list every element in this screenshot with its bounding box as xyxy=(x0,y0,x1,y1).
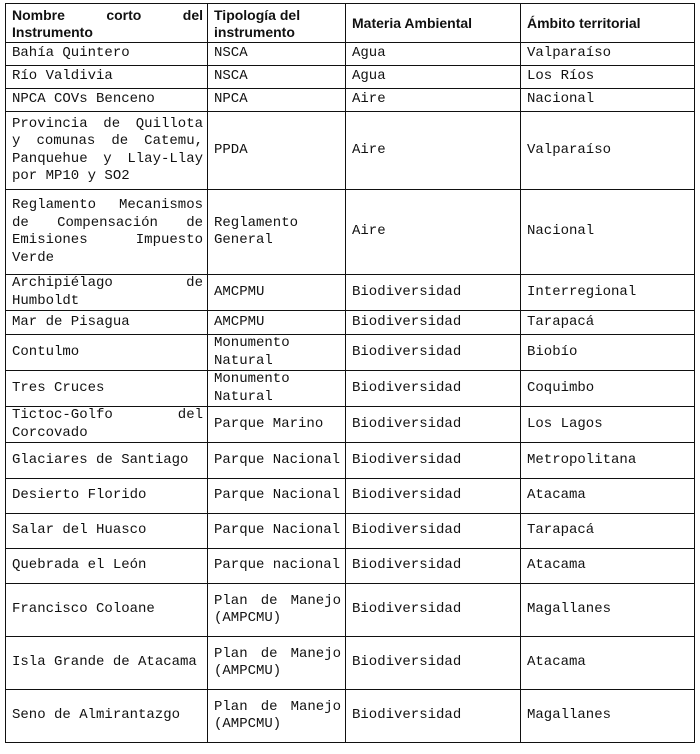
cell-nombre: Seno de Almirantazgo xyxy=(6,690,208,743)
cell-nombre: Río Valdivia xyxy=(6,66,208,89)
cell-nombre: Bahía Quintero xyxy=(6,43,208,66)
cell-ambito: Biobío xyxy=(521,335,695,371)
cell-nombre: Reglamento Mecanismos de Compensación de Emisiones Impuesto Verde xyxy=(6,190,208,275)
cell-ambito: Los Ríos xyxy=(521,66,695,89)
table-row xyxy=(6,275,695,311)
cell-materia: Biodiversidad xyxy=(346,549,521,584)
cell-tipologia: Parque Nacional xyxy=(208,514,346,549)
cell-ambito: Magallanes xyxy=(521,584,695,637)
cell-materia: Biodiversidad xyxy=(346,335,521,371)
cell-materia: Biodiversidad xyxy=(346,371,521,407)
cell-ambito: Atacama xyxy=(521,549,695,584)
cell-materia: Biodiversidad xyxy=(346,637,521,690)
cell-ambito: Magallanes xyxy=(521,690,695,743)
cell-materia: Biodiversidad xyxy=(346,514,521,549)
header-tipologia: Tipología del instrumento xyxy=(208,4,346,43)
cell-materia: Biodiversidad xyxy=(346,479,521,514)
table-row xyxy=(6,690,695,743)
cell-materia: Aire xyxy=(346,190,521,275)
cell-ambito: Atacama xyxy=(521,637,695,690)
cell-materia: Biodiversidad xyxy=(346,407,521,443)
table-row xyxy=(6,66,695,89)
cell-nombre: Desierto Florido xyxy=(6,479,208,514)
cell-materia: Aire xyxy=(346,112,521,190)
cell-tipologia: AMCPMU xyxy=(208,275,346,311)
table-row xyxy=(6,637,695,690)
header-nombre: Nombre corto del Instrumento xyxy=(6,4,208,43)
cell-tipologia: NPCA xyxy=(208,89,346,112)
cell-tipologia: Parque Nacional xyxy=(208,443,346,479)
table-row xyxy=(6,407,695,443)
cell-nombre: Archipiélago de Humboldt xyxy=(6,275,208,311)
cell-tipologia: Reglamento General xyxy=(208,190,346,275)
cell-materia: Aire xyxy=(346,89,521,112)
cell-tipologia: NSCA xyxy=(208,43,346,66)
cell-nombre: Tres Cruces xyxy=(6,371,208,407)
cell-tipologia: PPDA xyxy=(208,112,346,190)
cell-ambito: Los Lagos xyxy=(521,407,695,443)
cell-nombre: NPCA COVs Benceno xyxy=(6,89,208,112)
cell-tipologia: Monumento Natural xyxy=(208,335,346,371)
header-materia: Materia Ambiental xyxy=(346,4,521,43)
cell-materia: Biodiversidad xyxy=(346,311,521,335)
cell-nombre: Mar de Pisagua xyxy=(6,311,208,335)
cell-nombre: Provincia de Quillota y comunas de Catemu, Panquehue y Llay-Llay por MP10 y SO2 xyxy=(6,112,208,190)
cell-ambito: Nacional xyxy=(521,89,695,112)
cell-tipologia: Plan de Manejo (AMPCMU) xyxy=(208,637,346,690)
table-row xyxy=(6,190,695,275)
cell-ambito: Metropolitana xyxy=(521,443,695,479)
cell-tipologia: Plan de Manejo (AMPCMU) xyxy=(208,690,346,743)
table-row xyxy=(6,479,695,514)
header-ambito: Ámbito territorial xyxy=(521,4,695,43)
cell-materia: Agua xyxy=(346,43,521,66)
cell-tipologia: Plan de Manejo (AMPCMU) xyxy=(208,584,346,637)
cell-tipologia: Parque nacional xyxy=(208,549,346,584)
table-row xyxy=(6,584,695,637)
cell-nombre: Salar del Huasco xyxy=(6,514,208,549)
cell-tipologia: Monumento Natural xyxy=(208,371,346,407)
cell-tipologia: Parque Nacional xyxy=(208,479,346,514)
cell-materia: Biodiversidad xyxy=(346,690,521,743)
table-row xyxy=(6,311,695,335)
cell-ambito: Interregional xyxy=(521,275,695,311)
cell-tipologia: AMCPMU xyxy=(208,311,346,335)
cell-materia: Agua xyxy=(346,66,521,89)
cell-ambito: Nacional xyxy=(521,190,695,275)
cell-tipologia: NSCA xyxy=(208,66,346,89)
table-row xyxy=(6,371,695,407)
cell-ambito: Tarapacá xyxy=(521,311,695,335)
instruments-table xyxy=(5,3,695,743)
cell-nombre: Tictoc-Golfo del Corcovado xyxy=(6,407,208,443)
cell-ambito: Coquimbo xyxy=(521,371,695,407)
cell-tipologia: Parque Marino xyxy=(208,407,346,443)
table-row xyxy=(6,89,695,112)
table-row xyxy=(6,112,695,190)
cell-nombre: Glaciares de Santiago xyxy=(6,443,208,479)
cell-nombre: Isla Grande de Atacama xyxy=(6,637,208,690)
cell-ambito: Valparaíso xyxy=(521,112,695,190)
cell-ambito: Tarapacá xyxy=(521,514,695,549)
table-row xyxy=(6,43,695,66)
table-row xyxy=(6,443,695,479)
cell-ambito: Atacama xyxy=(521,479,695,514)
cell-ambito: Valparaíso xyxy=(521,43,695,66)
cell-nombre: Francisco Coloane xyxy=(6,584,208,637)
cell-materia: Biodiversidad xyxy=(346,275,521,311)
table-row xyxy=(6,335,695,371)
cell-nombre: Contulmo xyxy=(6,335,208,371)
table-row xyxy=(6,549,695,584)
cell-nombre: Quebrada el León xyxy=(6,549,208,584)
cell-materia: Biodiversidad xyxy=(346,443,521,479)
table-header-row xyxy=(6,4,695,43)
document-page xyxy=(5,3,694,743)
table-row xyxy=(6,514,695,549)
cell-materia: Biodiversidad xyxy=(346,584,521,637)
